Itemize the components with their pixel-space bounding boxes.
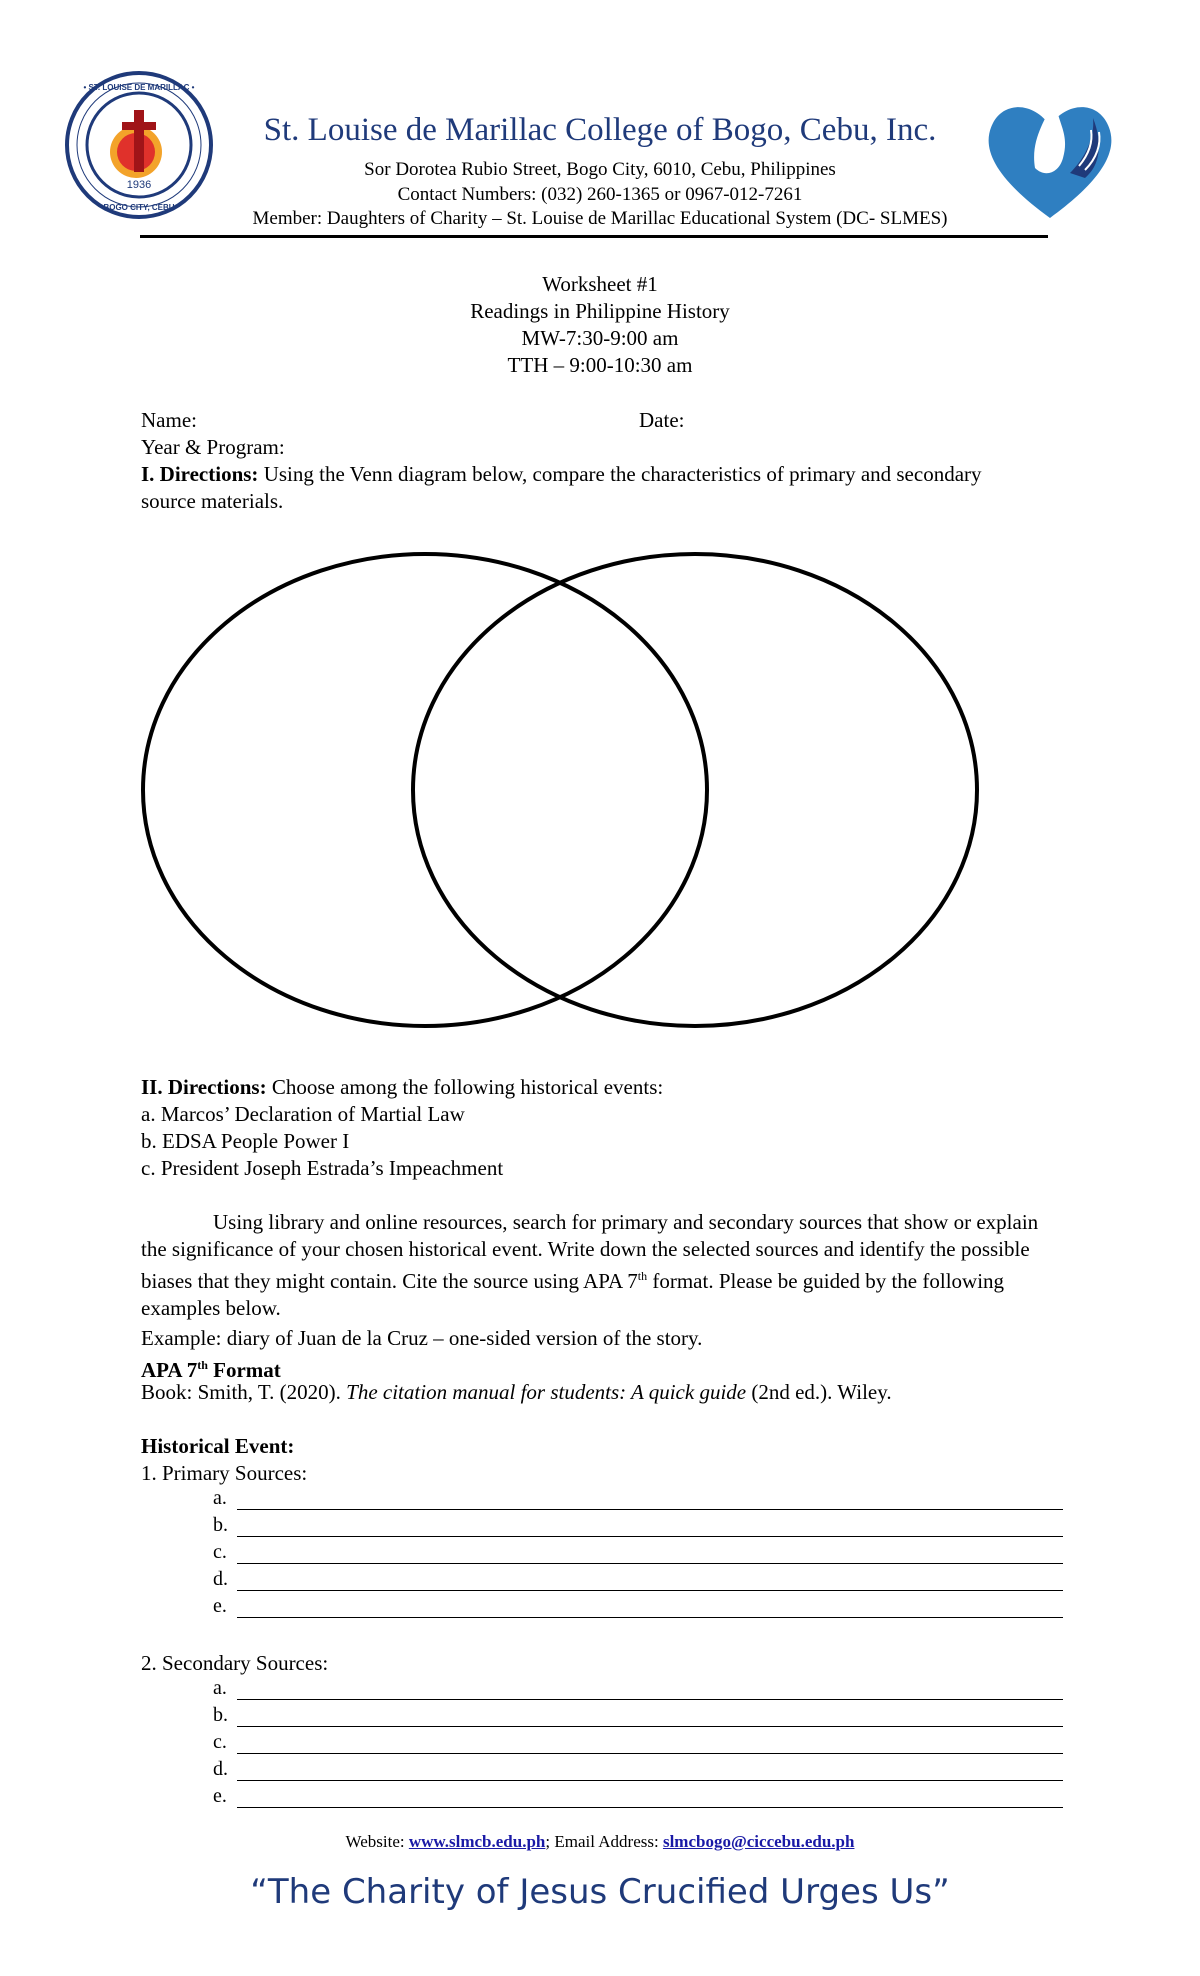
venn-left-circle xyxy=(143,554,707,1026)
apa-superscript: th xyxy=(197,1358,208,1372)
primary-source-line[interactable] xyxy=(213,1541,1063,1568)
book-prefix: Book: Smith, T. (2020). xyxy=(141,1380,347,1404)
motto: “The Charity of Jesus Crucified Urges Us” xyxy=(250,1872,950,1912)
contact-numbers: Contact Numbers: (032) 260-1365 or 0967-012-7261 xyxy=(397,184,803,205)
underline xyxy=(237,1509,1063,1510)
line-label: d. xyxy=(213,1568,228,1590)
secondary-source-line[interactable] xyxy=(213,1785,1063,1812)
website-link[interactable]: www.slmcb.edu.ph xyxy=(408,1832,546,1851)
secondary-sources-label: 2. Secondary Sources: xyxy=(141,1651,329,1675)
primary-source-line[interactable] xyxy=(213,1487,1063,1514)
underline xyxy=(237,1753,1063,1754)
apa-suffix: Format xyxy=(207,1358,281,1382)
venn-right-circle xyxy=(413,554,977,1026)
year-program-label: Year & Program: xyxy=(141,435,285,459)
secondary-source-line[interactable] xyxy=(213,1677,1063,1704)
schedule-mw: MW-7:30-9:00 am xyxy=(521,326,679,350)
line-label: b. xyxy=(213,1514,228,1536)
book-title: The citation manual for students: A quick guide xyxy=(346,1380,747,1404)
line-label: e. xyxy=(213,1785,227,1807)
email-label: ; Email Address: xyxy=(545,1832,663,1851)
svg-text:BOGO CITY, CEBU: BOGO CITY, CEBU xyxy=(103,203,175,212)
underline xyxy=(237,1726,1063,1727)
schedule-tth: TTH – 9:00-10:30 am xyxy=(507,353,693,377)
worksheet-subject: Readings in Philippine History xyxy=(470,299,730,323)
instructions-text-1: Using library and online resources, search for primary and secondary sources that show or explain the significance of your chosen historical event. Write down the selected sources and identify the possible biases that they might contain. Cite the source using APA 7 xyxy=(141,1210,1039,1293)
college-address: Sor Dorotea Rubio Street, Bogo City, 6010, Cebu, Philippines xyxy=(364,159,836,180)
line-label: b. xyxy=(213,1704,228,1726)
venn-diagram-icon xyxy=(130,550,990,1050)
event-item: c. President Joseph Estrada’s Impeachment xyxy=(141,1156,504,1180)
secondary-source-line[interactable] xyxy=(213,1704,1063,1731)
event-item: a. Marcos’ Declaration of Martial Law xyxy=(141,1102,465,1126)
underline xyxy=(237,1563,1063,1564)
superscript-th: th xyxy=(637,1269,648,1283)
underline xyxy=(237,1536,1063,1537)
part2-intro: Choose among the following historical events: xyxy=(266,1075,664,1099)
footer-contact xyxy=(200,1832,1000,1852)
underline xyxy=(237,1590,1063,1591)
part2-directions xyxy=(141,1074,1021,1101)
line-label: d. xyxy=(213,1758,228,1780)
secondary-source-line[interactable] xyxy=(213,1731,1063,1758)
apa-prefix: APA 7 xyxy=(141,1358,198,1382)
underline xyxy=(237,1807,1063,1808)
book-citation xyxy=(141,1379,892,1406)
email-link[interactable]: slmcbogo@ciccebu.edu.ph xyxy=(662,1832,855,1851)
line-label: c. xyxy=(213,1541,227,1563)
line-label: a. xyxy=(213,1487,227,1509)
header-divider xyxy=(140,235,1048,238)
part1-heading: I. Directions: xyxy=(141,462,259,486)
underline xyxy=(237,1699,1063,1700)
worksheet-title: Worksheet #1 xyxy=(542,272,658,296)
secondary-source-line[interactable] xyxy=(213,1758,1063,1785)
primary-source-line[interactable] xyxy=(213,1595,1063,1622)
historical-event-label: Historical Event: xyxy=(141,1434,295,1458)
example-line: Example: diary of Juan de la Cruz – one-sided version of the story. xyxy=(141,1326,703,1350)
college-seal-icon xyxy=(64,70,214,220)
line-label: c. xyxy=(213,1731,227,1753)
instructions-paragraph xyxy=(141,1209,1056,1322)
primary-sources-label: 1. Primary Sources: xyxy=(141,1461,308,1485)
line-label: e. xyxy=(213,1595,227,1617)
website-label: Website: xyxy=(345,1832,409,1851)
line-label: a. xyxy=(213,1677,227,1699)
college-name: St. Louise de Marillac College of Bogo, Cebu, Inc. xyxy=(263,112,937,148)
svg-text:• ST. LOUISE DE MARILLAC •: • ST. LOUISE DE MARILLAC • xyxy=(83,83,195,92)
event-item: b. EDSA People Power I xyxy=(141,1129,350,1153)
svg-text:1936: 1936 xyxy=(126,179,152,191)
part2-heading: II. Directions: xyxy=(141,1075,267,1099)
part1-directions xyxy=(141,461,1021,515)
primary-source-line[interactable] xyxy=(213,1514,1063,1541)
underline xyxy=(237,1617,1063,1618)
underline xyxy=(237,1780,1063,1781)
instructions-text-2: format. Please be guided by the following examples below. xyxy=(141,1269,1005,1320)
book-suffix: (2nd ed.). Wiley. xyxy=(746,1380,892,1404)
membership-line: Member: Daughters of Charity – St. Louise de Marillac Educational System (DC- SLMES) xyxy=(252,208,948,229)
primary-source-line[interactable] xyxy=(213,1568,1063,1595)
date-label: Date: xyxy=(639,408,685,432)
part1-text: Using the Venn diagram below, compare the characteristics of primary and secondary source materials. xyxy=(141,462,982,513)
name-label: Name: xyxy=(141,408,197,432)
